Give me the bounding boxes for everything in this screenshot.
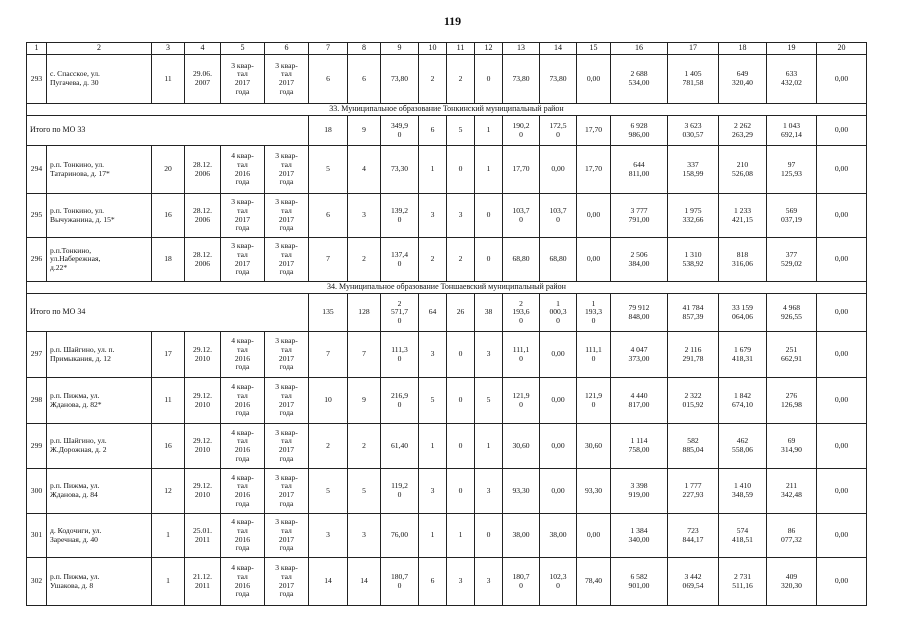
table-row — [27, 558, 867, 606]
column-number-cell: 10 — [419, 43, 447, 55]
table-cell: 2 — [447, 238, 475, 282]
table-cell: 723 844,17 — [668, 514, 719, 558]
column-number-cell: 18 — [719, 43, 767, 55]
page-number: 119 — [443, 14, 462, 28]
table-cell: 180,7 0 — [381, 558, 419, 606]
address-cell: р.п. Шайгино, ул. п. Примыкания, д. 12 — [47, 332, 152, 378]
address-cell: р.п. Пижма, ул. Жданова, д. 84 — [47, 469, 152, 514]
table-cell: 1 233 421,15 — [719, 194, 767, 238]
table-cell: 6 — [348, 55, 381, 104]
column-number-cell: 6 — [265, 43, 309, 55]
table-cell: 5 — [309, 146, 348, 194]
table-cell: 3 — [419, 332, 447, 378]
table-cell: 2 — [348, 238, 381, 282]
table-cell: 29.12. 2010 — [185, 332, 221, 378]
table-cell: 17,70 — [577, 146, 611, 194]
table-cell: 0,00 — [817, 55, 867, 104]
table-cell: 128 — [348, 294, 381, 332]
table-cell: 68,80 — [503, 238, 540, 282]
table-cell: 4 квар- тал 2016 года — [221, 514, 265, 558]
column-number-cell: 15 — [577, 43, 611, 55]
table-cell: 3 квар- тал 2017 года — [221, 55, 265, 104]
table-cell: 28.12. 2006 — [185, 146, 221, 194]
table-cell: 582 885,04 — [668, 424, 719, 469]
table-cell: 76,00 — [381, 514, 419, 558]
table-row — [27, 332, 867, 378]
table-cell: 7 — [309, 238, 348, 282]
address-cell: р.п. Тонкино, ул. Татаринова, д. 17* — [47, 146, 152, 194]
table-cell: 6 — [309, 55, 348, 104]
table-cell: 1 — [475, 116, 503, 146]
table-cell: 4 квар- тал 2016 года — [221, 146, 265, 194]
table-cell: 137,4 0 — [381, 238, 419, 282]
table-cell: 0 — [447, 424, 475, 469]
table-cell: 1 410 348,59 — [719, 469, 767, 514]
table-cell: 0,00 — [540, 469, 577, 514]
table-cell: 2 — [419, 238, 447, 282]
table-cell: 4 — [348, 146, 381, 194]
column-number-cell: 2 — [47, 43, 152, 55]
table-cell: 103,7 0 — [503, 194, 540, 238]
table-cell: 73,80 — [503, 55, 540, 104]
table-cell: 0,00 — [817, 558, 867, 606]
address-cell: с. Спасское, ул. Пугачева, д. 30 — [47, 55, 152, 104]
address-cell: р.п. Шайгино, ул. Ж.Дорожная, д. 2 — [47, 424, 152, 469]
table-cell: 0 — [475, 55, 503, 104]
table-cell: 135 — [309, 294, 348, 332]
table-cell: 10 — [309, 378, 348, 424]
table-cell: 349,9 0 — [381, 116, 419, 146]
table-cell: 14 — [348, 558, 381, 606]
table-cell: 211 342,48 — [767, 469, 817, 514]
table-cell: 3 398 919,00 — [611, 469, 668, 514]
table-cell: 0,00 — [817, 194, 867, 238]
table-cell: 4 440 817,00 — [611, 378, 668, 424]
table-cell: 38,00 — [540, 514, 577, 558]
table-cell: 33 159 064,06 — [719, 294, 767, 332]
column-number-cell: 19 — [767, 43, 817, 55]
table-cell: 139,2 0 — [381, 194, 419, 238]
table-cell: 1 679 418,31 — [719, 332, 767, 378]
table-cell: 574 418,51 — [719, 514, 767, 558]
table-cell: 1 — [419, 146, 447, 194]
address-cell: д. Кодочиги, ул. Заречная, д. 40 — [47, 514, 152, 558]
table-cell: 0,00 — [817, 238, 867, 282]
table-cell: 3 квар- тал 2017 года — [221, 194, 265, 238]
table-cell: 649 320,40 — [719, 55, 767, 104]
table-cell: 0 — [447, 332, 475, 378]
table-cell: 0,00 — [817, 469, 867, 514]
table-cell: 0,00 — [817, 378, 867, 424]
table-cell: 462 558,06 — [719, 424, 767, 469]
column-number-cell: 11 — [447, 43, 475, 55]
table-cell: 2 — [419, 55, 447, 104]
column-number-cell: 16 — [611, 43, 668, 55]
table-cell: 61,40 — [381, 424, 419, 469]
table-cell: 3 квар- тал 2017 года — [265, 146, 309, 194]
table-cell: 1 310 538,92 — [668, 238, 719, 282]
table-cell: 0,00 — [540, 378, 577, 424]
table-cell: 295 — [27, 194, 47, 238]
table-cell: 2 193,6 0 — [503, 294, 540, 332]
column-number-cell: 13 — [503, 43, 540, 55]
table-cell: 3 квар- тал 2017 года — [265, 424, 309, 469]
table-cell: 0,00 — [577, 194, 611, 238]
table-cell: 1 — [475, 146, 503, 194]
table-cell: 6 — [419, 558, 447, 606]
table-row — [27, 424, 867, 469]
table-cell: 5 — [309, 469, 348, 514]
table-cell: 4 квар- тал 2016 года — [221, 332, 265, 378]
table-cell: 3 квар- тал 2017 года — [265, 378, 309, 424]
table-cell: 4 квар- тал 2016 года — [221, 469, 265, 514]
table-cell: 11 — [152, 378, 185, 424]
table-cell: 1 — [419, 514, 447, 558]
table-cell: 86 077,32 — [767, 514, 817, 558]
table-cell: 1 — [447, 514, 475, 558]
table-cell: 0 — [447, 378, 475, 424]
table-cell: 29.12. 2010 — [185, 378, 221, 424]
table-cell: 4 968 926,55 — [767, 294, 817, 332]
table-cell: 2 262 263,29 — [719, 116, 767, 146]
section-heading-row — [27, 104, 867, 116]
table-cell: 2 116 291,78 — [668, 332, 719, 378]
table-cell: 1 — [419, 424, 447, 469]
address-cell: р.п. Пижма, ул. Ушакова, д. 8 — [47, 558, 152, 606]
table-cell: 1 842 674,10 — [719, 378, 767, 424]
table-cell: 818 316,06 — [719, 238, 767, 282]
table-cell: 2 506 384,00 — [611, 238, 668, 282]
total-row — [27, 116, 867, 146]
table-cell: 16 — [152, 194, 185, 238]
column-number-row — [27, 43, 867, 55]
table-cell: 0,00 — [817, 146, 867, 194]
table-cell: 0,00 — [817, 116, 867, 146]
table-cell: 3 — [447, 558, 475, 606]
table-cell: 26 — [447, 294, 475, 332]
table-cell: 2 731 511,16 — [719, 558, 767, 606]
table-cell: 3 — [419, 469, 447, 514]
table-cell: 121,9 0 — [577, 378, 611, 424]
table-cell: 210 526,08 — [719, 146, 767, 194]
table-cell: 0 — [447, 146, 475, 194]
table-cell: 28.12. 2006 — [185, 238, 221, 282]
table-cell: 1 043 692,14 — [767, 116, 817, 146]
table-cell: 111,3 0 — [381, 332, 419, 378]
total-label: Итого по МО 33 — [27, 116, 309, 146]
table-cell: 5 — [348, 469, 381, 514]
table-cell: 0 — [447, 469, 475, 514]
table-cell: 301 — [27, 514, 47, 558]
table-cell: 93,30 — [577, 469, 611, 514]
table-cell: 41 784 857,39 — [668, 294, 719, 332]
table-cell: 2 322 015,92 — [668, 378, 719, 424]
table-cell: 119,2 0 — [381, 469, 419, 514]
table-cell: 3 — [475, 558, 503, 606]
table-cell: 102,3 0 — [540, 558, 577, 606]
data-table — [26, 42, 867, 606]
table-cell: 93,30 — [503, 469, 540, 514]
table-cell: 6 — [419, 116, 447, 146]
table-row — [27, 469, 867, 514]
table-cell: 21.12. 2011 — [185, 558, 221, 606]
table-cell: 3 — [475, 469, 503, 514]
table-cell: 0,00 — [577, 514, 611, 558]
table-cell: 73,80 — [540, 55, 577, 104]
section-heading: 33. Муниципальное образование Тонкинский муниципальный район — [27, 104, 867, 116]
table-cell: 29.06. 2007 — [185, 55, 221, 104]
table-cell: 2 — [309, 424, 348, 469]
table-cell: 0,00 — [540, 332, 577, 378]
table-cell: 0 — [475, 514, 503, 558]
table-cell: 64 — [419, 294, 447, 332]
table-cell: 3 — [419, 194, 447, 238]
table-cell: 68,80 — [540, 238, 577, 282]
table-cell: 20 — [152, 146, 185, 194]
table-cell: 17,70 — [503, 146, 540, 194]
table-row — [27, 146, 867, 194]
table-cell: 293 — [27, 55, 47, 104]
table-row — [27, 514, 867, 558]
table-cell: 0,00 — [540, 146, 577, 194]
table-cell: 1 — [475, 424, 503, 469]
table-cell: 30,60 — [503, 424, 540, 469]
table-cell: 216,9 0 — [381, 378, 419, 424]
table-cell: 1 — [152, 558, 185, 606]
table-cell: 633 432,02 — [767, 55, 817, 104]
table-cell: 3 квар- тал 2017 года — [265, 469, 309, 514]
table-cell: 3 квар- тал 2017 года — [265, 55, 309, 104]
table-cell: 16 — [152, 424, 185, 469]
table-cell: 30,60 — [577, 424, 611, 469]
table-cell: 377 529,02 — [767, 238, 817, 282]
table-cell: 111,1 0 — [577, 332, 611, 378]
table-cell: 0,00 — [817, 424, 867, 469]
table-cell: 276 126,98 — [767, 378, 817, 424]
table-cell: 3 квар- тал 2017 года — [265, 332, 309, 378]
table-cell: 0,00 — [817, 514, 867, 558]
table-cell: 1 114 758,00 — [611, 424, 668, 469]
column-number-cell: 14 — [540, 43, 577, 55]
total-label: Итого по МО 34 — [27, 294, 309, 332]
table-cell: 73,80 — [381, 55, 419, 104]
table-cell: 11 — [152, 55, 185, 104]
table-cell: 1 975 332,66 — [668, 194, 719, 238]
table-cell: 78,40 — [577, 558, 611, 606]
table-cell: 3 — [348, 514, 381, 558]
table-cell: 251 662,91 — [767, 332, 817, 378]
table-cell: 3 квар- тал 2017 года — [265, 194, 309, 238]
table-cell: 9 — [348, 116, 381, 146]
table-cell: 3 777 791,00 — [611, 194, 668, 238]
table-cell: 79 912 848,00 — [611, 294, 668, 332]
table-cell: 1 000,3 0 — [540, 294, 577, 332]
table-cell: 12 — [152, 469, 185, 514]
table-cell: 1 777 227,93 — [668, 469, 719, 514]
table-cell: 29.12. 2010 — [185, 469, 221, 514]
table-cell: 9 — [348, 378, 381, 424]
table-cell: 2 — [348, 424, 381, 469]
address-cell: р.п. Пижма, ул. Жданова, д. 82* — [47, 378, 152, 424]
table-cell: 0,00 — [540, 424, 577, 469]
table-cell: 0,00 — [577, 55, 611, 104]
table-cell: 3 квар- тал 2017 года — [265, 514, 309, 558]
table-cell: 4 квар- тал 2016 года — [221, 424, 265, 469]
table-row — [27, 55, 867, 104]
table-cell: 6 — [309, 194, 348, 238]
table-cell: 190,2 0 — [503, 116, 540, 146]
table-cell: 3 623 030,57 — [668, 116, 719, 146]
table-cell: 38,00 — [503, 514, 540, 558]
table-cell: 0 — [475, 194, 503, 238]
table-cell: 1 384 340,00 — [611, 514, 668, 558]
table-cell: 1 405 781,58 — [668, 55, 719, 104]
table-row — [27, 378, 867, 424]
column-number-cell: 9 — [381, 43, 419, 55]
column-number-cell: 4 — [185, 43, 221, 55]
table-cell: 2 571,7 0 — [381, 294, 419, 332]
table-cell: 14 — [309, 558, 348, 606]
column-number-cell: 3 — [152, 43, 185, 55]
table-cell: 297 — [27, 332, 47, 378]
table-cell: 644 811,00 — [611, 146, 668, 194]
table-cell: 3 квар- тал 2017 года — [265, 238, 309, 282]
table-cell: 299 — [27, 424, 47, 469]
table-cell: 337 158,99 — [668, 146, 719, 194]
table-cell: 28.12. 2006 — [185, 194, 221, 238]
table-row — [27, 238, 867, 282]
table-cell: 4 квар- тал 2016 года — [221, 378, 265, 424]
table-cell: 17,70 — [577, 116, 611, 146]
table-cell: 73,30 — [381, 146, 419, 194]
table-cell: 3 квар- тал 2017 года — [265, 558, 309, 606]
table-cell: 5 — [475, 378, 503, 424]
table-cell: 7 — [309, 332, 348, 378]
table-cell: 0,00 — [577, 238, 611, 282]
table-cell: 0,00 — [817, 294, 867, 332]
table-cell: 1 — [152, 514, 185, 558]
table-cell: 6 928 986,00 — [611, 116, 668, 146]
table-cell: 103,7 0 — [540, 194, 577, 238]
table-cell: 17 — [152, 332, 185, 378]
table-cell: 300 — [27, 469, 47, 514]
table-cell: 97 125,93 — [767, 146, 817, 194]
table-cell: 111,1 0 — [503, 332, 540, 378]
address-cell: р.п.Тонкино, ул.Набережная, д.22* — [47, 238, 152, 282]
table-cell: 5 — [447, 116, 475, 146]
total-row — [27, 294, 867, 332]
section-heading-row — [27, 282, 867, 294]
table-cell: 409 320,30 — [767, 558, 817, 606]
column-number-cell: 20 — [817, 43, 867, 55]
table-cell: 18 — [152, 238, 185, 282]
table-cell: 3 квар- тал 2017 года — [221, 238, 265, 282]
table-cell: 3 442 069,54 — [668, 558, 719, 606]
column-number-cell: 5 — [221, 43, 265, 55]
table-cell: 5 — [419, 378, 447, 424]
address-cell: р.п. Тонкино, ул. Вычужанина, д. 15* — [47, 194, 152, 238]
table-cell: 7 — [348, 332, 381, 378]
table-cell: 3 — [447, 194, 475, 238]
table-cell: 29.12. 2010 — [185, 424, 221, 469]
section-heading: 34. Муниципальное образование Тоншаевский муниципальный район — [27, 282, 867, 294]
table-cell: 298 — [27, 378, 47, 424]
table-cell: 69 314,90 — [767, 424, 817, 469]
table-cell: 294 — [27, 146, 47, 194]
table-cell: 302 — [27, 558, 47, 606]
column-number-cell: 8 — [348, 43, 381, 55]
table-cell: 296 — [27, 238, 47, 282]
column-number-cell: 7 — [309, 43, 348, 55]
table-cell: 569 037,19 — [767, 194, 817, 238]
table-cell: 3 — [348, 194, 381, 238]
table-cell: 4 квар- тал 2016 года — [221, 558, 265, 606]
table-cell: 25.01. 2011 — [185, 514, 221, 558]
table-cell: 0,00 — [817, 332, 867, 378]
table-cell: 6 582 901,00 — [611, 558, 668, 606]
table-cell: 172,5 0 — [540, 116, 577, 146]
table-cell: 38 — [475, 294, 503, 332]
table-cell: 3 — [309, 514, 348, 558]
table-cell: 3 — [475, 332, 503, 378]
column-number-cell: 1 — [27, 43, 47, 55]
column-number-cell: 17 — [668, 43, 719, 55]
table-row — [27, 194, 867, 238]
table-cell: 121,9 0 — [503, 378, 540, 424]
table-cell: 180,7 0 — [503, 558, 540, 606]
table-cell: 2 — [447, 55, 475, 104]
table-cell: 1 193,3 0 — [577, 294, 611, 332]
table-cell: 0 — [475, 238, 503, 282]
table-cell: 18 — [309, 116, 348, 146]
table-cell: 2 688 534,00 — [611, 55, 668, 104]
column-number-cell: 12 — [475, 43, 503, 55]
table-cell: 4 047 373,00 — [611, 332, 668, 378]
